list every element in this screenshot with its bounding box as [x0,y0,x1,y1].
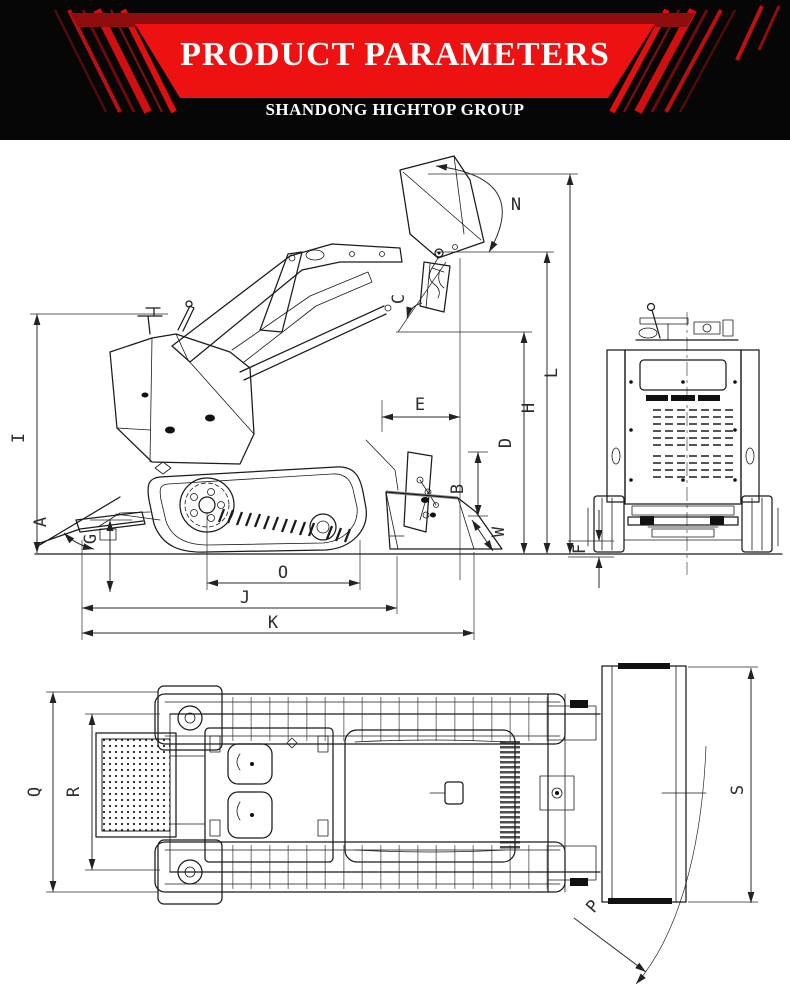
dim-label-r: R [64,786,84,798]
page-header [0,0,790,140]
dim-label-e: E [414,395,426,415]
side-view-drawing [35,156,782,554]
dim-label-f: F [570,543,590,555]
dim-label-p: P [582,896,605,918]
rear-view-drawing [588,304,778,576]
brand-name: SHANDONG HIGHTOP GROUP [265,100,525,119]
banner-title: PRODUCT PARAMETERS [180,36,610,73]
dim-label-n: N [510,195,522,215]
top-view-drawing [96,663,706,904]
dim-label-i: I [9,432,29,444]
vent-grille [653,410,737,477]
dim-label-o: O [277,563,289,583]
dim-label-c: C [389,293,409,305]
dim-label-q: Q [25,786,45,798]
dim-label-s: S [728,784,748,796]
dim-label-a: A [31,516,51,528]
dimension-annotations [30,166,758,984]
dim-label-g: G [81,533,101,545]
dim-label-d: D [496,437,516,449]
dim-label-j: J [239,588,251,608]
dim-label-w: W [489,526,509,538]
dim-label-l: L [542,367,562,379]
dim-label-k: K [267,613,279,633]
drawing-area [0,140,790,999]
dim-label-h: H [519,402,539,414]
dimension-drawing [0,140,790,999]
operator-platform-pad [102,739,170,831]
dim-label-b: B [448,483,468,495]
